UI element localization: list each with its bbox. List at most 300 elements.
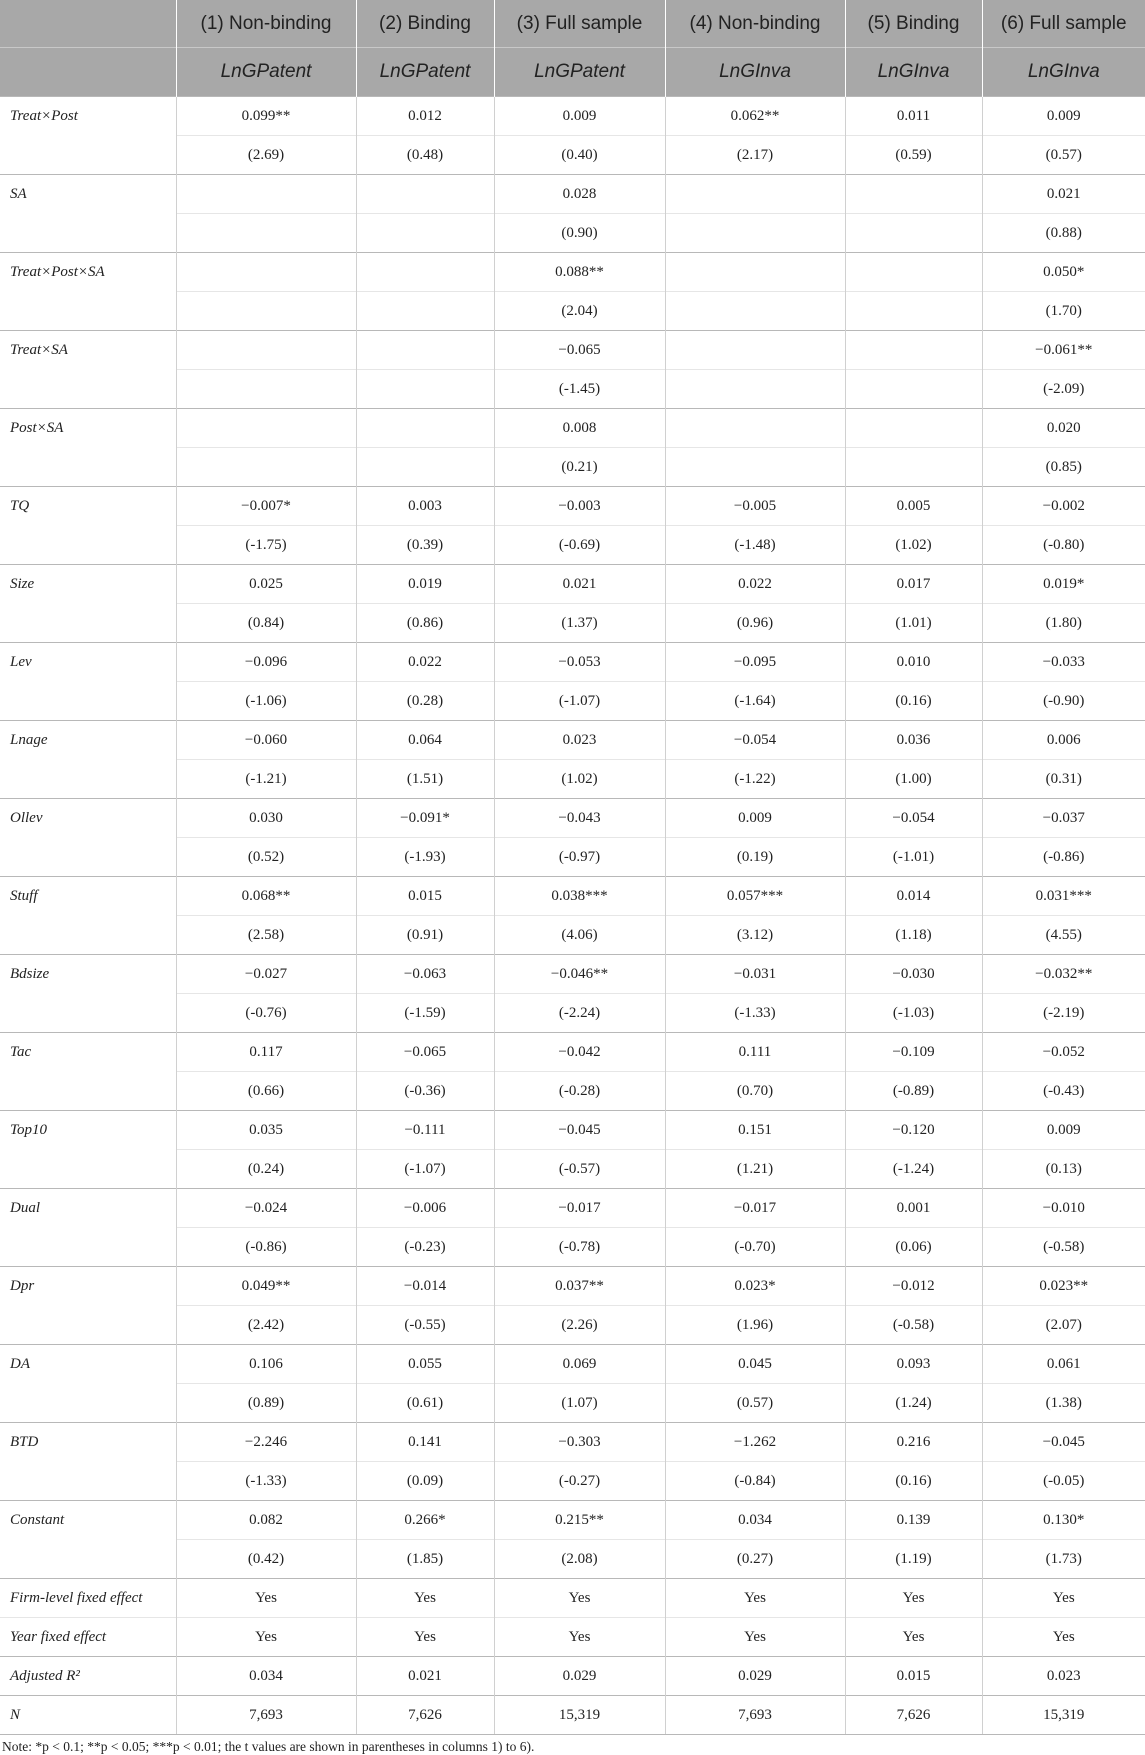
summary-cell: 7,626 xyxy=(356,1696,494,1735)
coefficient-cell: −0.002 xyxy=(982,487,1145,526)
coefficient-cell: 0.045 xyxy=(665,1345,845,1384)
table-row xyxy=(0,565,1145,604)
coefficient-cell xyxy=(845,175,982,214)
summary-label: Adjusted R² xyxy=(0,1657,176,1696)
coefficient-cell: 0.064 xyxy=(356,721,494,760)
t-value-cell: (0.61) xyxy=(356,1384,494,1423)
t-value-cell: (-0.27) xyxy=(494,1462,665,1501)
coefficient-cell: 0.069 xyxy=(494,1345,665,1384)
t-value-cell: (-0.55) xyxy=(356,1306,494,1345)
coefficient-cell: 0.139 xyxy=(845,1501,982,1540)
summary-cell: Yes xyxy=(494,1618,665,1657)
coefficient-cell: −2.246 xyxy=(176,1423,356,1462)
coefficient-cell: 0.215** xyxy=(494,1501,665,1540)
coefficient-cell: 0.266* xyxy=(356,1501,494,1540)
table-row xyxy=(0,487,1145,526)
column-header: (5) Binding xyxy=(845,0,982,48)
t-value-cell: (-0.69) xyxy=(494,526,665,565)
t-value-cell: (3.12) xyxy=(665,916,845,955)
coefficient-cell: 0.019* xyxy=(982,565,1145,604)
summary-cell: Yes xyxy=(176,1618,356,1657)
t-value-cell: (-0.58) xyxy=(982,1228,1145,1267)
coefficient-cell: 0.030 xyxy=(176,799,356,838)
t-value-cell: (-0.57) xyxy=(494,1150,665,1189)
t-value-cell xyxy=(356,214,494,253)
t-value-cell: (0.96) xyxy=(665,604,845,643)
variable-label: Top10 xyxy=(0,1111,176,1189)
t-value-cell: (1.70) xyxy=(982,292,1145,331)
t-value-cell: (1.21) xyxy=(665,1150,845,1189)
variable-label: Lev xyxy=(0,643,176,721)
dependent-var-header: LnGInva xyxy=(845,48,982,97)
coefficient-cell: −0.033 xyxy=(982,643,1145,682)
summary-cell: 0.023 xyxy=(982,1657,1145,1696)
coefficient-cell: 0.006 xyxy=(982,721,1145,760)
t-value-cell: (-0.80) xyxy=(982,526,1145,565)
table-row xyxy=(0,643,1145,682)
dependent-var-header: LnGInva xyxy=(982,48,1145,97)
coefficient-cell: 0.023* xyxy=(665,1267,845,1306)
variable-label: DA xyxy=(0,1345,176,1423)
coefficient-cell: −0.031 xyxy=(665,955,845,994)
coefficient-cell: 0.009 xyxy=(494,97,665,136)
dependent-var-header: LnGPatent xyxy=(176,48,356,97)
variable-label: Stuff xyxy=(0,877,176,955)
t-value-cell: (-1.48) xyxy=(665,526,845,565)
coefficient-cell: −0.017 xyxy=(494,1189,665,1228)
column-header: (1) Non-binding xyxy=(176,0,356,48)
t-value-cell: (-0.70) xyxy=(665,1228,845,1267)
t-value-cell: (-1.24) xyxy=(845,1150,982,1189)
t-value-cell: (0.48) xyxy=(356,136,494,175)
t-value-cell: (-0.58) xyxy=(845,1306,982,1345)
coefficient-cell: 0.055 xyxy=(356,1345,494,1384)
t-value-cell: (-2.09) xyxy=(982,370,1145,409)
coefficient-cell: −0.091* xyxy=(356,799,494,838)
coefficient-cell xyxy=(356,331,494,370)
summary-cell: Yes xyxy=(176,1579,356,1618)
coefficient-cell: −0.032** xyxy=(982,955,1145,994)
t-value-cell: (-1.07) xyxy=(494,682,665,721)
summary-cell: 15,319 xyxy=(982,1696,1145,1735)
coefficient-cell: −0.053 xyxy=(494,643,665,682)
dependent-var-header: LnGPatent xyxy=(494,48,665,97)
variable-label: TQ xyxy=(0,487,176,565)
coefficient-cell: −0.012 xyxy=(845,1267,982,1306)
t-value-cell: (0.86) xyxy=(356,604,494,643)
coefficient-cell: 0.050* xyxy=(982,253,1145,292)
coefficient-cell: −0.303 xyxy=(494,1423,665,1462)
t-value-cell: (2.69) xyxy=(176,136,356,175)
coefficient-cell: 0.106 xyxy=(176,1345,356,1384)
t-value-cell xyxy=(845,214,982,253)
t-value-cell xyxy=(665,370,845,409)
t-value-cell: (1.96) xyxy=(665,1306,845,1345)
summary-cell: 7,626 xyxy=(845,1696,982,1735)
summary-cell: 0.034 xyxy=(176,1657,356,1696)
column-header: (3) Full sample xyxy=(494,0,665,48)
coefficient-cell: −0.063 xyxy=(356,955,494,994)
table-row xyxy=(0,1345,1145,1384)
coefficient-cell: 0.057*** xyxy=(665,877,845,916)
t-value-cell: (0.91) xyxy=(356,916,494,955)
coefficient-cell xyxy=(176,331,356,370)
t-value-cell: (-0.23) xyxy=(356,1228,494,1267)
t-value-cell: (-0.86) xyxy=(176,1228,356,1267)
summary-cell: Yes xyxy=(845,1579,982,1618)
t-value-cell: (0.90) xyxy=(494,214,665,253)
coefficient-cell: 0.038*** xyxy=(494,877,665,916)
summary-cell: 0.029 xyxy=(494,1657,665,1696)
t-value-cell xyxy=(176,448,356,487)
coefficient-cell: −0.095 xyxy=(665,643,845,682)
t-value-cell: (0.85) xyxy=(982,448,1145,487)
summary-cell: 0.015 xyxy=(845,1657,982,1696)
t-value-cell: (2.17) xyxy=(665,136,845,175)
t-value-cell: (0.57) xyxy=(665,1384,845,1423)
coefficient-cell: 0.037** xyxy=(494,1267,665,1306)
t-value-cell: (0.84) xyxy=(176,604,356,643)
table-row xyxy=(0,331,1145,370)
table-row xyxy=(0,409,1145,448)
t-value-cell: (-1.64) xyxy=(665,682,845,721)
variable-label: Treat×Post×SA xyxy=(0,253,176,331)
t-value-cell: (2.04) xyxy=(494,292,665,331)
table-body xyxy=(0,97,1145,1735)
coefficient-cell: 0.010 xyxy=(845,643,982,682)
coefficient-cell: 0.216 xyxy=(845,1423,982,1462)
t-value-cell: (-1.45) xyxy=(494,370,665,409)
coefficient-cell: 0.009 xyxy=(982,97,1145,136)
summary-cell: Yes xyxy=(494,1579,665,1618)
coefficient-cell: 0.035 xyxy=(176,1111,356,1150)
coefficient-cell: 0.008 xyxy=(494,409,665,448)
table-row xyxy=(0,1267,1145,1306)
coefficient-cell: −0.003 xyxy=(494,487,665,526)
coefficient-cell: −0.042 xyxy=(494,1033,665,1072)
coefficient-cell: 0.111 xyxy=(665,1033,845,1072)
summary-cell: Yes xyxy=(356,1618,494,1657)
summary-label: N xyxy=(0,1696,176,1735)
t-value-cell: (-1.21) xyxy=(176,760,356,799)
coefficient-cell: −0.017 xyxy=(665,1189,845,1228)
coefficient-cell: 0.036 xyxy=(845,721,982,760)
coefficient-cell: 0.082 xyxy=(176,1501,356,1540)
t-value-cell: (0.21) xyxy=(494,448,665,487)
coefficient-cell: 0.061 xyxy=(982,1345,1145,1384)
table-row xyxy=(0,799,1145,838)
coefficient-cell: 0.068** xyxy=(176,877,356,916)
coefficient-cell: 0.062** xyxy=(665,97,845,136)
column-header: (4) Non-binding xyxy=(665,0,845,48)
t-value-cell: (0.70) xyxy=(665,1072,845,1111)
coefficient-cell: −0.054 xyxy=(845,799,982,838)
coefficient-cell xyxy=(665,409,845,448)
coefficient-cell: −0.014 xyxy=(356,1267,494,1306)
t-value-cell: (-2.19) xyxy=(982,994,1145,1033)
coefficient-cell xyxy=(845,253,982,292)
table-row xyxy=(0,175,1145,214)
coefficient-cell: 0.001 xyxy=(845,1189,982,1228)
coefficient-cell: 0.141 xyxy=(356,1423,494,1462)
t-value-cell xyxy=(845,292,982,331)
coefficient-cell: 0.009 xyxy=(982,1111,1145,1150)
t-value-cell: (0.16) xyxy=(845,682,982,721)
table-row xyxy=(0,1111,1145,1150)
coefficient-cell: −0.109 xyxy=(845,1033,982,1072)
t-value-cell: (2.07) xyxy=(982,1306,1145,1345)
coefficient-cell: −0.052 xyxy=(982,1033,1145,1072)
t-value-cell: (0.52) xyxy=(176,838,356,877)
t-value-cell xyxy=(176,370,356,409)
t-value-cell: (1.24) xyxy=(845,1384,982,1423)
coefficient-cell: 0.023** xyxy=(982,1267,1145,1306)
variable-label: Tac xyxy=(0,1033,176,1111)
coefficient-cell: 0.012 xyxy=(356,97,494,136)
t-value-cell: (-1.75) xyxy=(176,526,356,565)
coefficient-cell: −0.024 xyxy=(176,1189,356,1228)
summary-cell: 15,319 xyxy=(494,1696,665,1735)
header-row-dependent-vars xyxy=(0,48,1145,97)
t-value-cell: (0.89) xyxy=(176,1384,356,1423)
t-value-cell: (0.24) xyxy=(176,1150,356,1189)
t-value-cell: (-1.59) xyxy=(356,994,494,1033)
summary-cell: 7,693 xyxy=(665,1696,845,1735)
summary-cell: Yes xyxy=(845,1618,982,1657)
t-value-cell: (1.73) xyxy=(982,1540,1145,1579)
summary-cell: Yes xyxy=(665,1618,845,1657)
coefficient-cell: −0.043 xyxy=(494,799,665,838)
coefficient-cell: −0.045 xyxy=(494,1111,665,1150)
t-value-cell: (2.58) xyxy=(176,916,356,955)
t-value-cell: (1.07) xyxy=(494,1384,665,1423)
table-row xyxy=(0,721,1145,760)
variable-label: Dpr xyxy=(0,1267,176,1345)
t-value-cell: (0.88) xyxy=(982,214,1145,253)
t-value-cell xyxy=(356,292,494,331)
t-value-cell: (-1.22) xyxy=(665,760,845,799)
coefficient-cell: 0.031*** xyxy=(982,877,1145,916)
coefficient-cell: 0.005 xyxy=(845,487,982,526)
table-row xyxy=(0,253,1145,292)
coefficient-cell: 0.028 xyxy=(494,175,665,214)
column-header: (2) Binding xyxy=(356,0,494,48)
t-value-cell: (1.01) xyxy=(845,604,982,643)
t-value-cell: (-1.06) xyxy=(176,682,356,721)
coefficient-cell: 0.022 xyxy=(665,565,845,604)
coefficient-cell: 0.021 xyxy=(982,175,1145,214)
coefficient-cell: −1.262 xyxy=(665,1423,845,1462)
summary-row xyxy=(0,1657,1145,1696)
coefficient-cell: 0.025 xyxy=(176,565,356,604)
summary-row xyxy=(0,1696,1145,1735)
t-value-cell: (-0.76) xyxy=(176,994,356,1033)
summary-cell: Yes xyxy=(982,1618,1145,1657)
t-value-cell: (1.85) xyxy=(356,1540,494,1579)
coefficient-cell: 0.014 xyxy=(845,877,982,916)
coefficient-cell: 0.023 xyxy=(494,721,665,760)
coefficient-cell: 0.130* xyxy=(982,1501,1145,1540)
coefficient-cell: −0.046** xyxy=(494,955,665,994)
t-value-cell: (1.00) xyxy=(845,760,982,799)
t-value-cell: (4.55) xyxy=(982,916,1145,955)
t-value-cell: (-1.33) xyxy=(176,1462,356,1501)
coefficient-cell: 0.019 xyxy=(356,565,494,604)
variable-label: Bdsize xyxy=(0,955,176,1033)
table-row xyxy=(0,1501,1145,1540)
t-value-cell: (-1.01) xyxy=(845,838,982,877)
coefficient-cell xyxy=(845,409,982,448)
t-value-cell: (2.42) xyxy=(176,1306,356,1345)
coefficient-cell xyxy=(176,409,356,448)
t-value-cell: (0.42) xyxy=(176,1540,356,1579)
t-value-cell: (-1.03) xyxy=(845,994,982,1033)
t-value-cell: (-1.93) xyxy=(356,838,494,877)
t-value-cell: (0.13) xyxy=(982,1150,1145,1189)
header-corner xyxy=(0,48,176,97)
variable-label: Treat×Post xyxy=(0,97,176,175)
dependent-var-header: LnGPatent xyxy=(356,48,494,97)
variable-label: Size xyxy=(0,565,176,643)
table-row xyxy=(0,1189,1145,1228)
coefficient-cell: 0.034 xyxy=(665,1501,845,1540)
table-row xyxy=(0,1423,1145,1462)
t-value-cell: (0.59) xyxy=(845,136,982,175)
coefficient-cell: −0.065 xyxy=(494,331,665,370)
coefficient-cell: 0.009 xyxy=(665,799,845,838)
coefficient-cell: −0.060 xyxy=(176,721,356,760)
coefficient-cell: 0.022 xyxy=(356,643,494,682)
dependent-var-header: LnGInva xyxy=(665,48,845,97)
t-value-cell: (-0.97) xyxy=(494,838,665,877)
summary-row xyxy=(0,1579,1145,1618)
t-value-cell: (0.09) xyxy=(356,1462,494,1501)
t-value-cell: (2.08) xyxy=(494,1540,665,1579)
t-value-cell: (1.38) xyxy=(982,1384,1145,1423)
t-value-cell: (0.28) xyxy=(356,682,494,721)
header-row-columns xyxy=(0,0,1145,48)
coefficient-cell xyxy=(176,175,356,214)
t-value-cell: (0.27) xyxy=(665,1540,845,1579)
coefficient-cell: −0.030 xyxy=(845,955,982,994)
summary-cell: Yes xyxy=(356,1579,494,1618)
t-value-cell: (-0.89) xyxy=(845,1072,982,1111)
coefficient-cell xyxy=(665,175,845,214)
variable-label: Treat×SA xyxy=(0,331,176,409)
summary-cell: Yes xyxy=(982,1579,1145,1618)
table-row xyxy=(0,1033,1145,1072)
t-value-cell: (0.19) xyxy=(665,838,845,877)
coefficient-cell: −0.007* xyxy=(176,487,356,526)
coefficient-cell: −0.120 xyxy=(845,1111,982,1150)
t-value-cell xyxy=(665,292,845,331)
coefficient-cell: −0.061** xyxy=(982,331,1145,370)
coefficient-cell xyxy=(845,331,982,370)
coefficient-cell: 0.020 xyxy=(982,409,1145,448)
header-corner xyxy=(0,0,176,48)
summary-cell: 0.021 xyxy=(356,1657,494,1696)
t-value-cell: (0.16) xyxy=(845,1462,982,1501)
variable-label: BTD xyxy=(0,1423,176,1501)
t-value-cell: (0.40) xyxy=(494,136,665,175)
coefficient-cell: −0.065 xyxy=(356,1033,494,1072)
t-value-cell xyxy=(356,370,494,409)
coefficient-cell: 0.015 xyxy=(356,877,494,916)
coefficient-cell: 0.093 xyxy=(845,1345,982,1384)
coefficient-cell: 0.099** xyxy=(176,97,356,136)
t-value-cell: (-0.43) xyxy=(982,1072,1145,1111)
table-note: Note: *p < 0.1; **p < 0.05; ***p < 0.01; the t values are shown in parentheses in columns 1) to 6). xyxy=(2,1739,535,1754)
t-value-cell: (1.80) xyxy=(982,604,1145,643)
t-value-cell xyxy=(356,448,494,487)
coefficient-cell: −0.111 xyxy=(356,1111,494,1150)
column-header: (6) Full sample xyxy=(982,0,1145,48)
table-row xyxy=(0,877,1145,916)
t-value-cell xyxy=(176,214,356,253)
coefficient-cell: 0.011 xyxy=(845,97,982,136)
summary-cell: Yes xyxy=(665,1579,845,1618)
t-value-cell: (1.19) xyxy=(845,1540,982,1579)
t-value-cell xyxy=(176,292,356,331)
t-value-cell xyxy=(845,370,982,409)
t-value-cell: (-0.86) xyxy=(982,838,1145,877)
t-value-cell: (-0.28) xyxy=(494,1072,665,1111)
coefficient-cell xyxy=(665,331,845,370)
summary-cell: 0.029 xyxy=(665,1657,845,1696)
variable-label: Ollev xyxy=(0,799,176,877)
t-value-cell: (0.06) xyxy=(845,1228,982,1267)
t-value-cell: (-1.07) xyxy=(356,1150,494,1189)
t-value-cell xyxy=(665,448,845,487)
t-value-cell: (1.02) xyxy=(845,526,982,565)
coefficient-cell: −0.005 xyxy=(665,487,845,526)
t-value-cell: (-0.84) xyxy=(665,1462,845,1501)
t-value-cell: (-0.36) xyxy=(356,1072,494,1111)
coefficient-cell xyxy=(665,253,845,292)
variable-label: Dual xyxy=(0,1189,176,1267)
t-value-cell: (-0.05) xyxy=(982,1462,1145,1501)
t-value-cell: (2.26) xyxy=(494,1306,665,1345)
table-row xyxy=(0,955,1145,994)
t-value-cell: (1.37) xyxy=(494,604,665,643)
coefficient-cell: −0.037 xyxy=(982,799,1145,838)
t-value-cell: (0.57) xyxy=(982,136,1145,175)
coefficient-cell xyxy=(176,253,356,292)
coefficient-cell: 0.088** xyxy=(494,253,665,292)
coefficient-cell: −0.054 xyxy=(665,721,845,760)
t-value-cell: (0.31) xyxy=(982,760,1145,799)
summary-label: Firm-level fixed effect xyxy=(0,1579,176,1618)
coefficient-cell xyxy=(356,175,494,214)
summary-cell: 7,693 xyxy=(176,1696,356,1735)
t-value-cell: (-1.33) xyxy=(665,994,845,1033)
variable-label: SA xyxy=(0,175,176,253)
t-value-cell: (1.18) xyxy=(845,916,982,955)
coefficient-cell: 0.003 xyxy=(356,487,494,526)
coefficient-cell: 0.117 xyxy=(176,1033,356,1072)
coefficient-cell: 0.151 xyxy=(665,1111,845,1150)
coefficient-cell: −0.045 xyxy=(982,1423,1145,1462)
coefficient-cell: 0.017 xyxy=(845,565,982,604)
t-value-cell: (4.06) xyxy=(494,916,665,955)
coefficient-cell: −0.027 xyxy=(176,955,356,994)
coefficient-cell: 0.049** xyxy=(176,1267,356,1306)
t-value-cell: (-0.78) xyxy=(494,1228,665,1267)
coefficient-cell: 0.021 xyxy=(494,565,665,604)
t-value-cell: (0.39) xyxy=(356,526,494,565)
coefficient-cell: −0.096 xyxy=(176,643,356,682)
summary-label: Year fixed effect xyxy=(0,1618,176,1657)
